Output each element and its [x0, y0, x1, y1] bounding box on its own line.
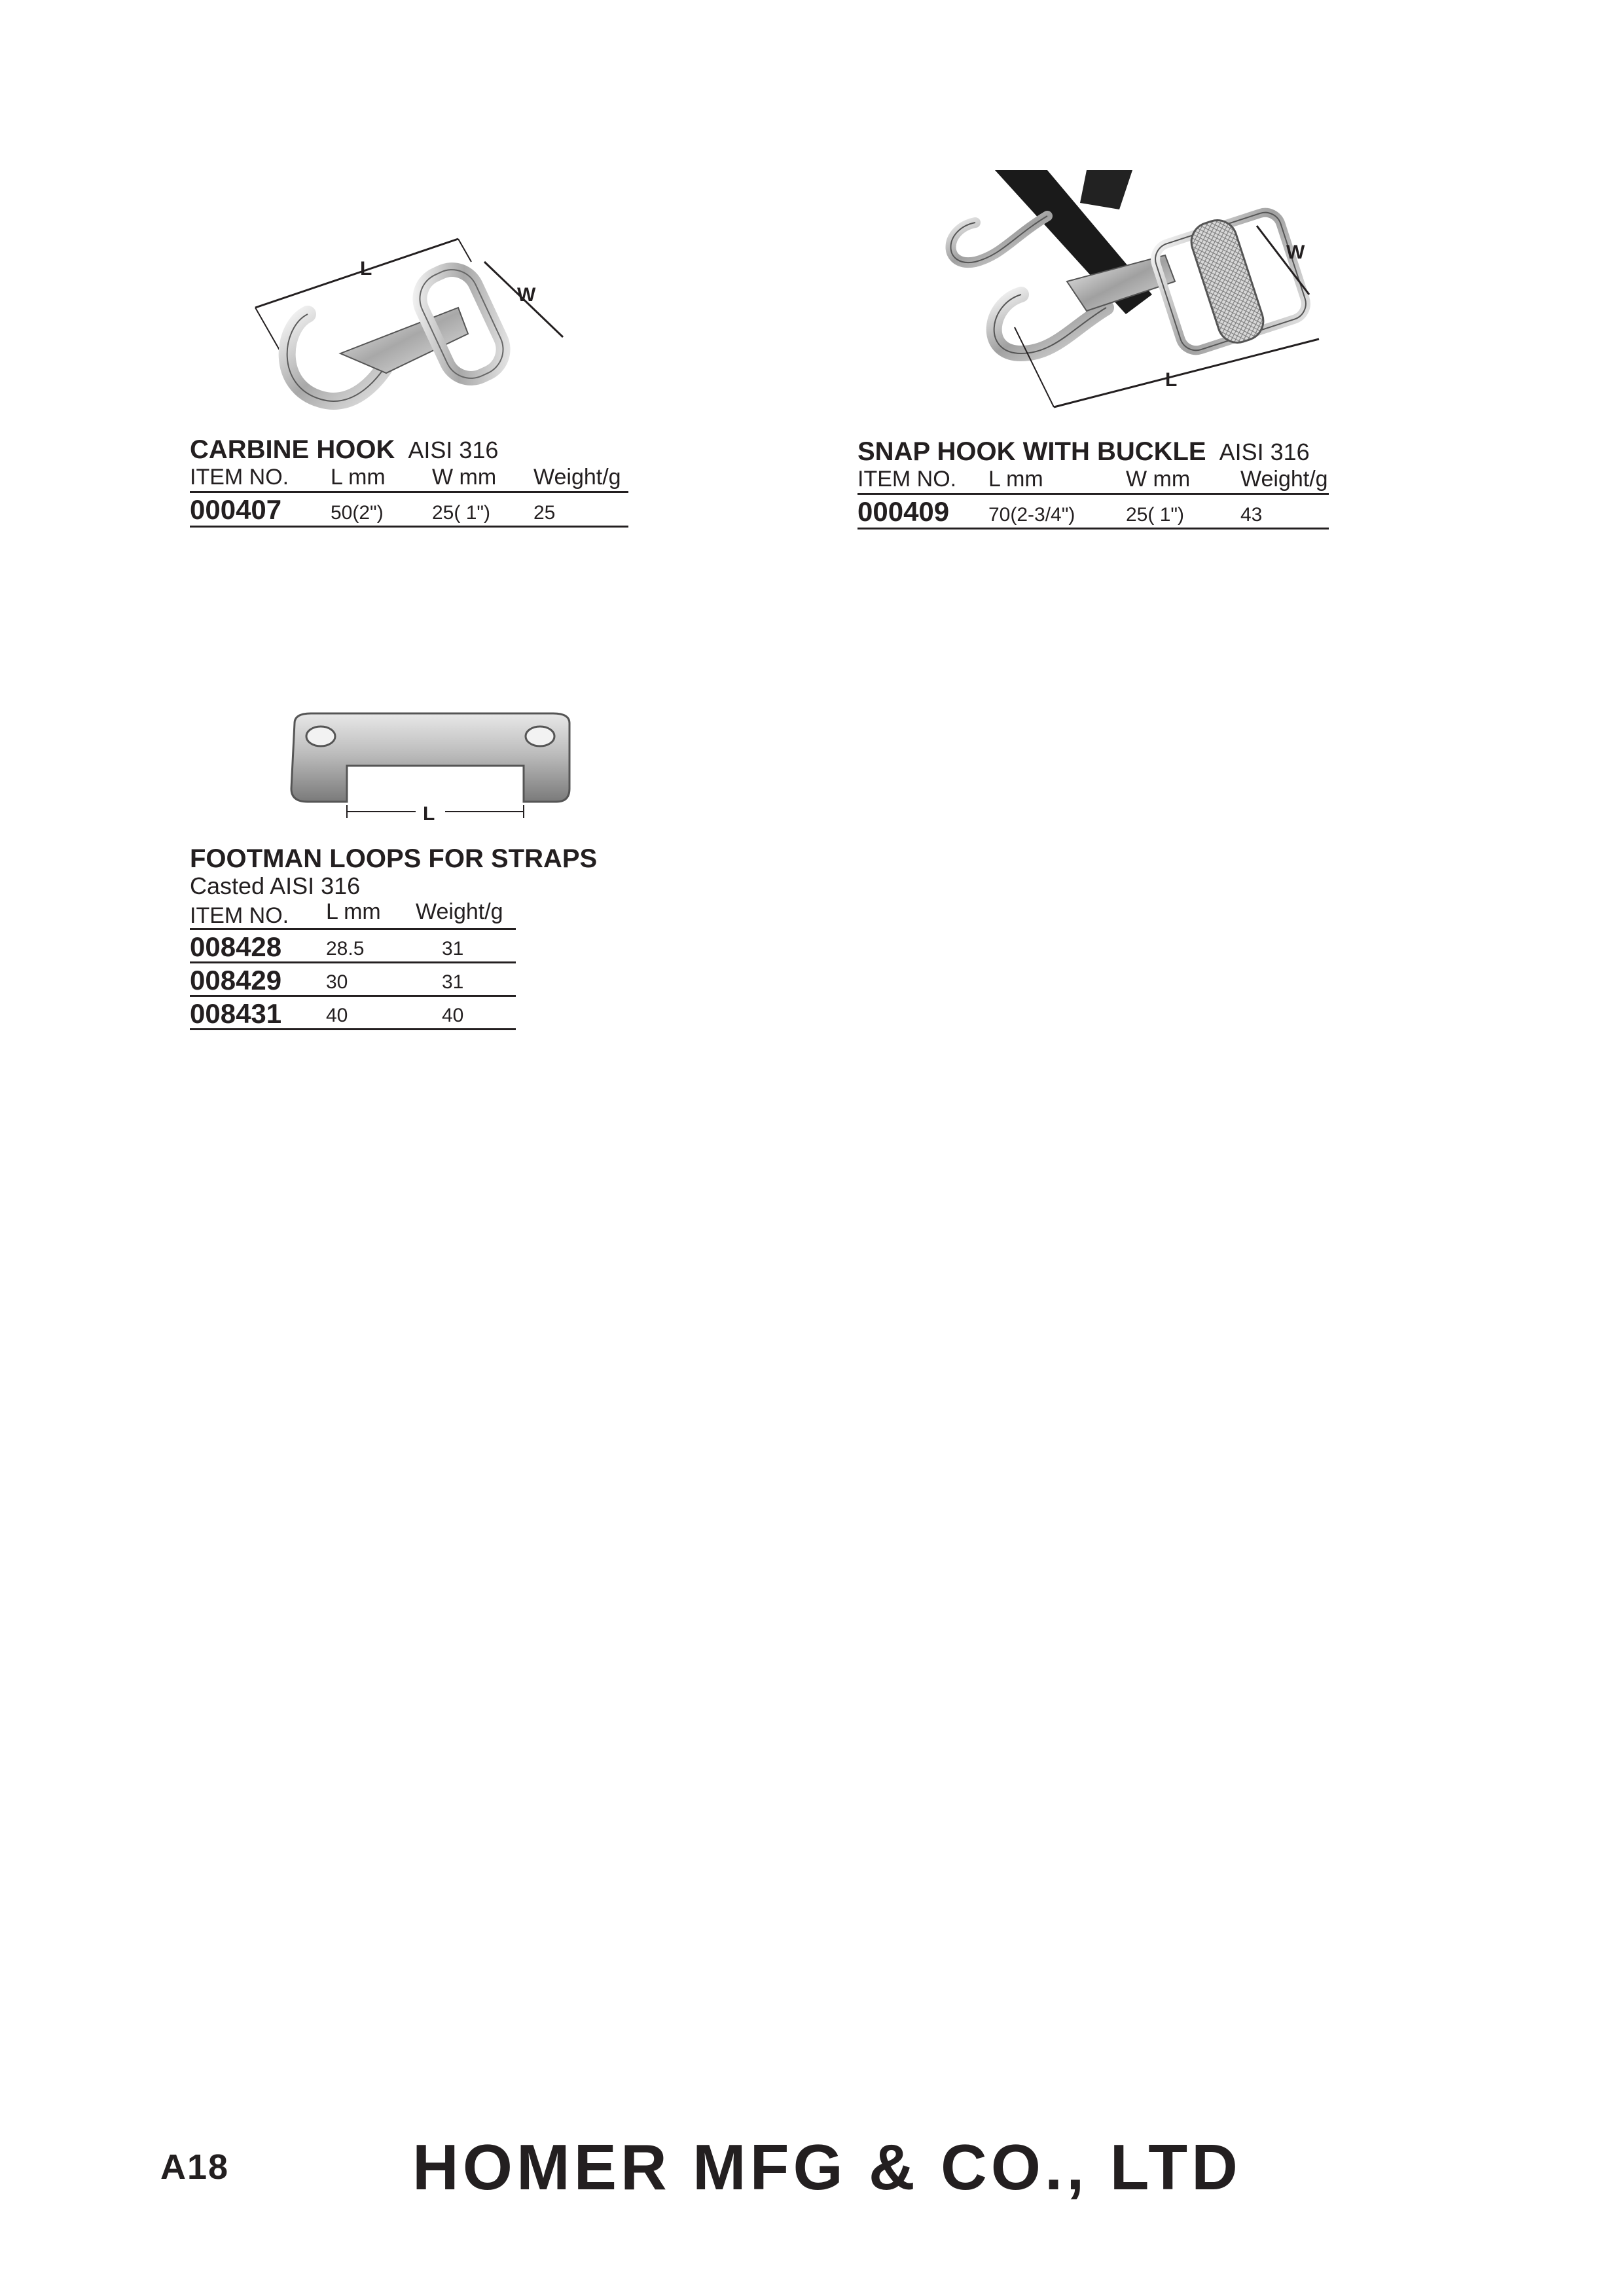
snap-hook-title: SNAP HOOK WITH BUCKLE	[857, 437, 1206, 466]
footman-loop-image	[281, 710, 583, 825]
carbine-hook-image	[242, 223, 583, 419]
weight-value: 40	[442, 1005, 464, 1026]
snap-hook-buckle-image	[916, 164, 1342, 419]
table-row	[190, 963, 516, 997]
l-value: 40	[326, 1005, 348, 1026]
snap-hook-w-label: W	[1286, 242, 1305, 263]
table-row	[190, 997, 516, 1030]
product-title	[857, 437, 1342, 467]
weight-value: 43	[1240, 504, 1263, 526]
snap-hook-l-label: L	[1165, 369, 1178, 391]
item-number: 000409	[857, 496, 950, 527]
table-row	[190, 930, 516, 963]
l-value: 28.5	[326, 938, 365, 960]
footman-loops-subtitle: Casted AISI 316	[190, 872, 361, 899]
col-weight: Weight/g	[533, 465, 621, 490]
item-number: 000407	[190, 494, 282, 525]
weight-value: 25	[533, 502, 556, 524]
l-value: 30	[326, 971, 348, 993]
item-number: 008429	[190, 965, 282, 996]
snap-hook-grade: AISI 316	[1219, 439, 1310, 465]
weight-value: 31	[442, 971, 464, 993]
col-l-mm: L mm	[331, 465, 386, 490]
item-number: 008431	[190, 998, 282, 1029]
weight-value: 31	[442, 938, 464, 960]
col-item-no: ITEM NO.	[190, 903, 289, 928]
col-l-mm: L mm	[326, 899, 381, 924]
col-weight: Weight/g	[416, 899, 503, 924]
table-row	[857, 495, 1329, 529]
table-header	[190, 465, 628, 493]
col-w-mm: W mm	[432, 465, 497, 490]
carbine-hook-grade: AISI 316	[408, 437, 499, 463]
product-title	[190, 435, 635, 465]
col-item-no: ITEM NO.	[857, 467, 957, 492]
w-value: 25( 1")	[1126, 504, 1185, 526]
w-value: 25( 1")	[432, 502, 491, 524]
carbine-hook-title: CARBINE HOOK	[190, 435, 395, 464]
carbine-hook-l-label: L	[360, 258, 372, 279]
item-number: 008428	[190, 931, 282, 962]
footman-loops-title: FOOTMAN LOOPS FOR STRAPS	[190, 844, 598, 873]
company-name: HOMER MFG & CO., LTD	[412, 2131, 1242, 2203]
col-w-mm: W mm	[1126, 467, 1191, 492]
l-value: 50(2")	[331, 502, 384, 524]
l-value: 70(2-3/4")	[988, 504, 1075, 526]
col-l-mm: L mm	[988, 467, 1043, 492]
table-header	[857, 467, 1329, 495]
col-weight: Weight/g	[1240, 467, 1328, 492]
footman-loops-block	[190, 844, 598, 1030]
table-header	[190, 899, 516, 930]
carbine-hook-block	[190, 435, 635, 528]
snap-hook-buckle-block	[857, 437, 1342, 529]
page-number: A18	[160, 2147, 230, 2187]
col-item-no: ITEM NO.	[190, 465, 289, 490]
carbine-hook-w-label: W	[517, 284, 536, 306]
footman-loop-l-label: L	[423, 803, 435, 825]
table-row	[190, 493, 628, 528]
